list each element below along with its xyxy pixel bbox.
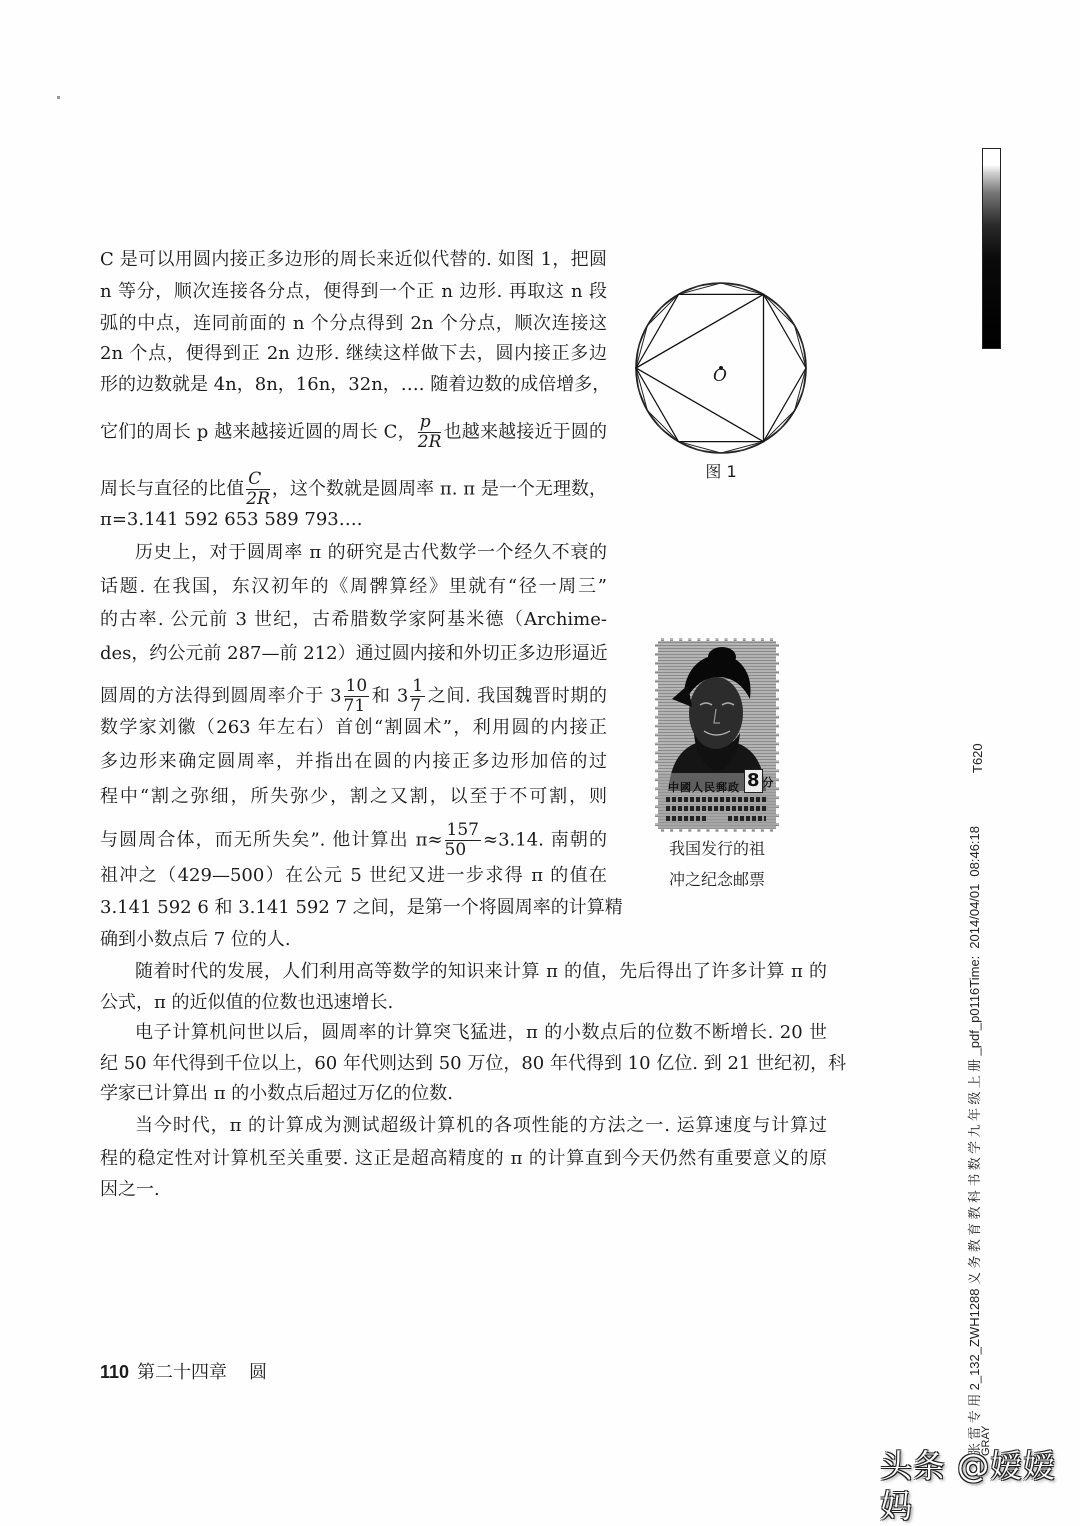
fraction-denominator: 7	[410, 696, 422, 716]
fraction-denominator: 2R	[417, 432, 442, 452]
text-segment: 它们的周长 p 越来越接近圆的周长 C，	[100, 421, 416, 443]
stamp-small-print	[666, 816, 706, 821]
grayscale-calibration-bar	[982, 148, 1001, 349]
fraction-numerator: 10	[345, 676, 368, 696]
figure-caption: 图 1	[705, 462, 737, 481]
text-line: C 是可以用圆内接正多边形的周长来近似代替的. 如图 1，把圆	[100, 249, 607, 270]
text-line: 学家已计算出 π 的小数点后超过万亿的位数.	[100, 1083, 453, 1104]
stamp-small-print	[728, 816, 766, 821]
stamp-caption-line: 我国发行的祖	[668, 839, 765, 858]
text-line: 当今时代，π 的计算成为测试超级计算机的各项性能的方法之一. 运算速度与计算过	[135, 1115, 827, 1136]
text-segment: 也越来越接近于圆的	[443, 421, 607, 443]
text-segment: 之间. 我国魏晋时期的	[427, 685, 607, 707]
text-line: 弧的中点，连同前面的 n 个分点得到 2n 个分点，顺次连接这	[100, 313, 607, 334]
stamp-value-unit: 分	[762, 776, 774, 789]
scan-color-mode: GRAY	[980, 1425, 992, 1456]
text-line: 的古率. 公元前 3 世纪，古希腊数学家阿基米德（Archime-	[100, 609, 607, 630]
text-segment: 与圆周合体，而无所失矣”. 他计算出 π≈	[100, 829, 443, 851]
fraction-numerator: 1	[412, 676, 424, 696]
fraction-10-over-71	[344, 677, 370, 716]
page-footer	[100, 1360, 267, 1384]
fraction-numerator: 157	[446, 820, 479, 840]
fraction-numerator: p	[418, 413, 442, 433]
fraction-c-over-2r	[246, 470, 270, 509]
page-number: 110	[100, 1362, 130, 1382]
text-line: 形的边数就是 4n，8n，16n，32n，…. 随着边数的成倍增多，	[100, 374, 611, 395]
text-line: 电子计算机问世以后，圆周率的计算突飞猛进，π 的小数点后的位数不断增长. 20 世	[135, 1022, 827, 1043]
stamp-value-digit: 8	[744, 769, 763, 793]
text-line: 随着时代的发展，人们利用高等数学的知识来计算 π 的值，先后得出了许多计算 π 的	[135, 961, 827, 982]
text-line: n 等分，顺次连接各分点，便得到一个正 n 边形. 再取这 n 段	[100, 281, 607, 302]
text-line	[100, 820, 608, 860]
text-segment: 圆周的方法得到圆周率介于	[100, 685, 331, 707]
mixed-number-whole: 3	[396, 685, 409, 707]
text-segment: ≈3.14. 南朝的	[483, 829, 608, 851]
stamp-small-print	[666, 797, 768, 802]
chapter-label: 第二十四章	[137, 1362, 228, 1382]
stamp-caption-line: 冲之纪念邮票	[668, 870, 765, 889]
center-label: O	[713, 366, 727, 386]
text-line: 多边形来确定圆周率，并指出在圆的内接正多边形加倍的过	[100, 751, 607, 772]
zu-chongzhi-stamp-image	[655, 638, 779, 832]
text-line	[100, 412, 607, 452]
text-line: 话题. 在我国，东汉初年的《周髀算经》里就有“径一周三”	[100, 576, 607, 597]
text-line: 祖冲之（429—500）在公元 5 世纪又进一步求得 π 的值在	[100, 865, 607, 886]
fraction-p-over-2r	[418, 413, 442, 452]
text-line: π=3.141 592 653 589 793….	[100, 509, 363, 530]
scan-speck	[57, 96, 60, 99]
stamp-inscription: 中國人民郵政	[668, 781, 740, 794]
text-line: 纪 50 年代得到千位以上，60 年代则达到 50 万位，80 年代得到 10 亿位. 到 21 世纪初，科	[100, 1053, 847, 1074]
text-segment: 周长与直径的比值	[100, 478, 245, 500]
text-segment: 和	[371, 685, 397, 707]
fraction-denominator: 2R	[246, 489, 270, 509]
fraction-denominator: 50	[444, 840, 467, 860]
text-line: 数学家刘徽（263 年左右）首创“割圆术”，利用圆的内接正	[100, 717, 607, 738]
text-line: 2n 个点，便得到正 2n 边形. 继续这样做下去，圆内接正多边	[100, 343, 607, 364]
chapter-title: 圆	[249, 1362, 268, 1382]
fraction-numerator: C	[246, 470, 270, 490]
fraction-denominator: 71	[343, 696, 366, 716]
scan-code: T620	[970, 743, 985, 773]
scan-file-info: 张雷专用2_132_ZWH1288义务教育教科书数学九年级上册_pdf_p0116Time: 2014/04/01 08:46:18	[967, 826, 982, 1456]
stamp-denomination	[744, 769, 774, 793]
toutiao-watermark: 头条 @嫒嫒妈	[880, 1447, 1057, 1525]
fraction-1-over-7	[410, 677, 425, 716]
text-line: 3.141 592 6 和 3.141 592 7 之间，是第一个将圆周率的计算精	[100, 897, 623, 918]
text-segment: ，这个数就是圆周率 π. π 是一个无理数，	[271, 478, 608, 500]
stamp-small-print	[666, 806, 768, 811]
inscribed-triangle	[636, 294, 764, 441]
text-line: 历史上，对于圆周率 π 的研究是古代数学一个经久不衰的	[135, 542, 607, 563]
text-line: 因之一.	[100, 1179, 160, 1200]
text-line: des，约公元前 287—前 212）通过圆内接和外切正多边形逼近	[100, 643, 608, 664]
text-line	[100, 469, 608, 509]
mixed-number-whole: 3	[330, 685, 342, 707]
text-line: 确到小数点后 7 位的人.	[100, 929, 291, 950]
text-line	[100, 676, 607, 716]
text-line: 公式，π 的近似值的位数也迅速增长.	[100, 992, 394, 1013]
fraction-157-over-50	[445, 821, 481, 860]
text-line: 程中“割之弥细，所失弥少，割之又割，以至于不可割，则	[100, 786, 607, 807]
text-line: 程的稳定性对计算机至关重要. 这正是超高精度的 π 的计算直到今天仍然有重要意义的原	[100, 1148, 827, 1169]
